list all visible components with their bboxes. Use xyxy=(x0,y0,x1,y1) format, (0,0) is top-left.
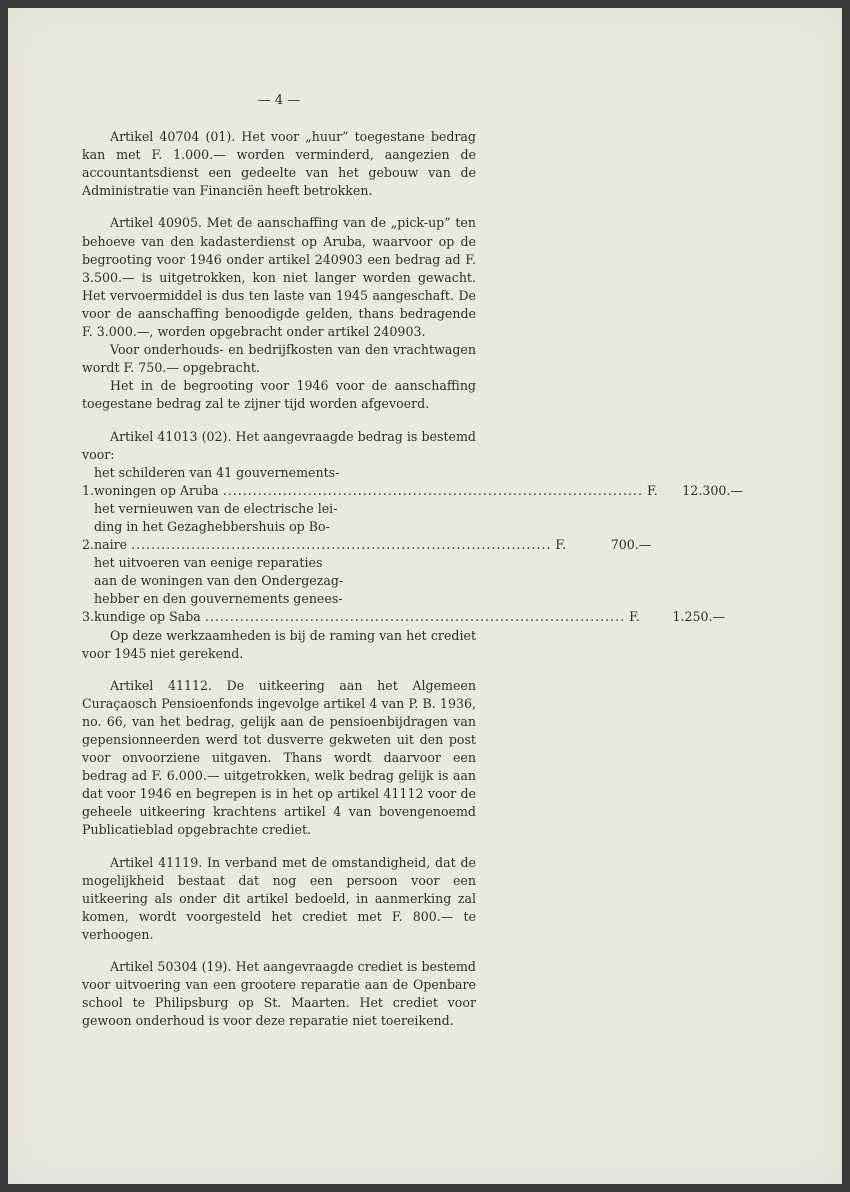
section-artikel-41119 xyxy=(82,854,476,944)
amount-value: 12.300.— xyxy=(682,482,743,498)
item-amount xyxy=(555,536,651,554)
item-text: aan de woningen van den Ondergezag- xyxy=(94,573,344,589)
list-item xyxy=(82,554,726,626)
expense-list xyxy=(82,464,743,627)
section-artikel-41013 xyxy=(82,428,743,663)
paragraph: Artikel 41013 (02). Het aangevraagde bedrag is bestemd voor: xyxy=(82,428,476,462)
paragraph: Voor onderhouds- en bedrijfkosten van den vrachtwagen wordt F. 750.— opgebracht. xyxy=(82,342,476,376)
dot-leader xyxy=(131,536,551,554)
item-text: het vernieuwen van de electrische lei- xyxy=(94,500,338,516)
section-artikel-40905 xyxy=(82,214,476,413)
paragraph: Artikel 40704 (01). Het voor „huur” toegestane bedrag kan met F. 1.000.— worden verminderd, aangezien de accountantsdienst een gedeelte van het gebouw van de Administratie van Financiën heeft betrokken. xyxy=(82,129,476,199)
item-text: het schilderen van 41 gouvernements- xyxy=(94,464,340,480)
item-number: 1. xyxy=(82,482,95,498)
item-amount xyxy=(647,482,743,500)
item-text: woningen op Aruba xyxy=(94,482,219,498)
section-artikel-40704 xyxy=(82,128,476,200)
paragraph: Artikel 41119. In verband met de omstandigheid, dat de mogelijkheid bestaat dat nog een persoon voor een uitkeering als onder dit artikel bedoeld, in aanmerking zal komen, wordt voorgesteld het crediet met F. 800.— te verhoogen. xyxy=(82,854,476,942)
list-item xyxy=(82,500,652,554)
item-text: kundige op Saba xyxy=(94,609,201,625)
item-number: 2. xyxy=(82,537,95,553)
paragraph: Op deze werkzaamheden is bij de raming van het crediet voor 1945 niet gerekend. xyxy=(82,627,476,661)
document-page xyxy=(8,8,842,1184)
paragraph: Het in de begrooting voor 1946 voor de aanschaffing toegestane bedrag zal te zijner tijd worden afgevoerd. xyxy=(82,378,476,412)
item-amount xyxy=(629,608,725,626)
text-column xyxy=(82,92,743,1030)
page-number: — 4 — xyxy=(257,93,301,108)
amount-value: 700.— xyxy=(610,537,652,553)
currency: F. xyxy=(629,609,640,625)
item-text: ding in het Gezaghebbershuis op Bo- xyxy=(94,518,330,534)
dot-leader xyxy=(223,482,643,500)
paragraph: Artikel 50304 (19). Het aangevraagde crediet is bestemd voor uitvoering van een grootere reparatie aan de Openbare school te Philipsburg op St. Maarten. Het crediet voor gewoon onderhoud is voor deze reparatie niet toereikend. xyxy=(82,959,476,1029)
currency: F. xyxy=(646,482,658,498)
item-text: naire xyxy=(94,537,128,553)
dot-leader xyxy=(205,608,625,626)
section-artikel-50304 xyxy=(82,958,476,1030)
currency: F. xyxy=(555,537,567,553)
amount-value: 1.250.— xyxy=(672,609,726,625)
item-number: 3. xyxy=(82,609,95,625)
paragraph: Artikel 40905. Met de aanschaffing van de „pick-up” ten behoeve van den kadasterdienst op Aruba, waarvoor op de begrooting voor 1946 onder artikel 240903 een bedrag ad F. 3.500.— is uitgetrokken, kon niet langer worden gewacht. Het vervoermiddel is dus ten laste van 1945 aangeschaft. De voor de aanschaffing benoodigde gelden, thans bedragende F. 3.000.—, worden opgebracht onder artikel 240903. xyxy=(82,215,476,340)
item-text: het uitvoeren van eenige reparaties xyxy=(94,555,323,571)
item-text: hebber en den gouvernements genees- xyxy=(94,591,343,607)
paragraph: Artikel 41112. De uitkeering aan het Algemeen Curaçaosch Pensioenfonds ingevolge artikel 4 van P. B. 1936, no. 66, van het bedrag, gelijk aan de pensioenbijdragen van gepensionneerden werd tot dusverre gekweten uit den post voor onvoorziene uitgaven. Thans wordt daarvoor een bedrag ad F. 6.000.— uitgetrokken, welk bedrag gelijk is aan dat voor 1946 en begrepen is in het op artikel 41112 voor de geheele uitkeering krachtens artikel 4 van bovengenoemd Publicatieblad opgebrachte crediet. xyxy=(82,677,476,838)
section-artikel-41112 xyxy=(82,677,476,840)
list-item xyxy=(82,464,743,500)
